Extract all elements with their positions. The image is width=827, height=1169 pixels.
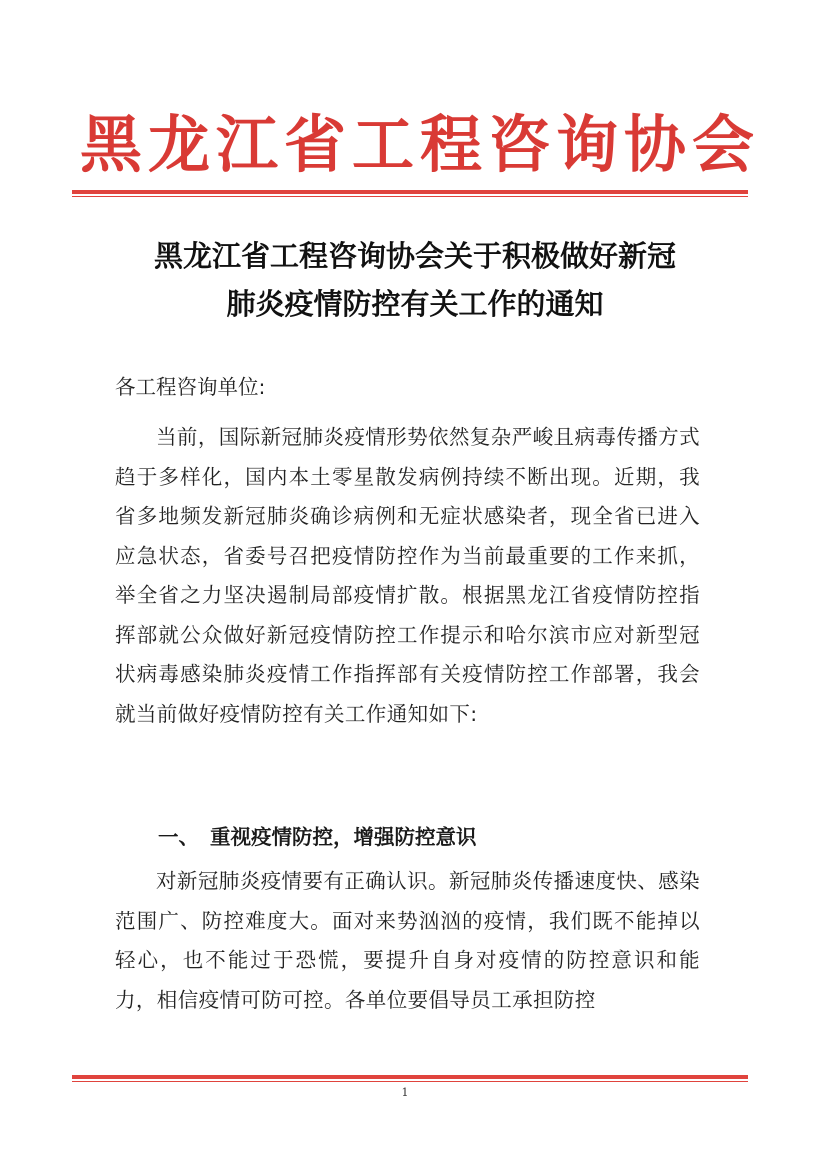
paragraph-intro: 当前，国际新冠肺炎疫情形势依然复杂严峻且病毒传播方式趋于多样化，国内本土零星散发病例持续不断出现。近期，我省多地频发新冠肺炎确诊病例和无症状感染者，现全省已进入应急状态，省委号召把疫情防控作为当前最重要的工作来抓，举全省之力坚决遏制局部疫情扩散。根据黑龙江省疫情防控指挥部就公众做好新冠疫情防控工作提示和哈尔滨市应对新型冠状病毒感染肺炎疫情工作指挥部有关疫情防控工作部署，我会就当前做好疫情防控有关工作通知如下: <box>115 425 700 726</box>
footer-divider <box>72 1075 748 1082</box>
page-number: 1 <box>401 1086 409 1099</box>
section-number: 一、 <box>158 825 199 849</box>
document-title-line-1: 黑龙江省工程咨询协会关于积极做好新冠 <box>153 239 676 273</box>
section-heading-1 <box>158 818 477 858</box>
footer-divider-thin-line <box>72 1081 748 1082</box>
letterhead-divider <box>72 190 748 197</box>
document-title-line-2: 肺炎疫情防控有关工作的通知 <box>226 287 604 321</box>
divider-thin-line <box>72 196 748 197</box>
salutation: 各工程咨询单位: <box>115 375 266 399</box>
document-title <box>90 232 740 328</box>
section-heading-text: 重视疫情防控，增强防控意识 <box>210 825 477 849</box>
paragraph-section-1: 对新冠肺炎疫情要有正确认识。新冠肺炎传播速度快、感染范围广、防控难度大。面对来势汹汹的疫情，我们既不能掉以轻心，也不能过于恐慌，要提升自身对疫情的防控意识和能力，相信疫情可防可控。各单位要倡导员工承担防控 <box>115 869 700 1012</box>
letterhead-org-name: 黑龙江省工程咨询协会 <box>80 108 761 181</box>
